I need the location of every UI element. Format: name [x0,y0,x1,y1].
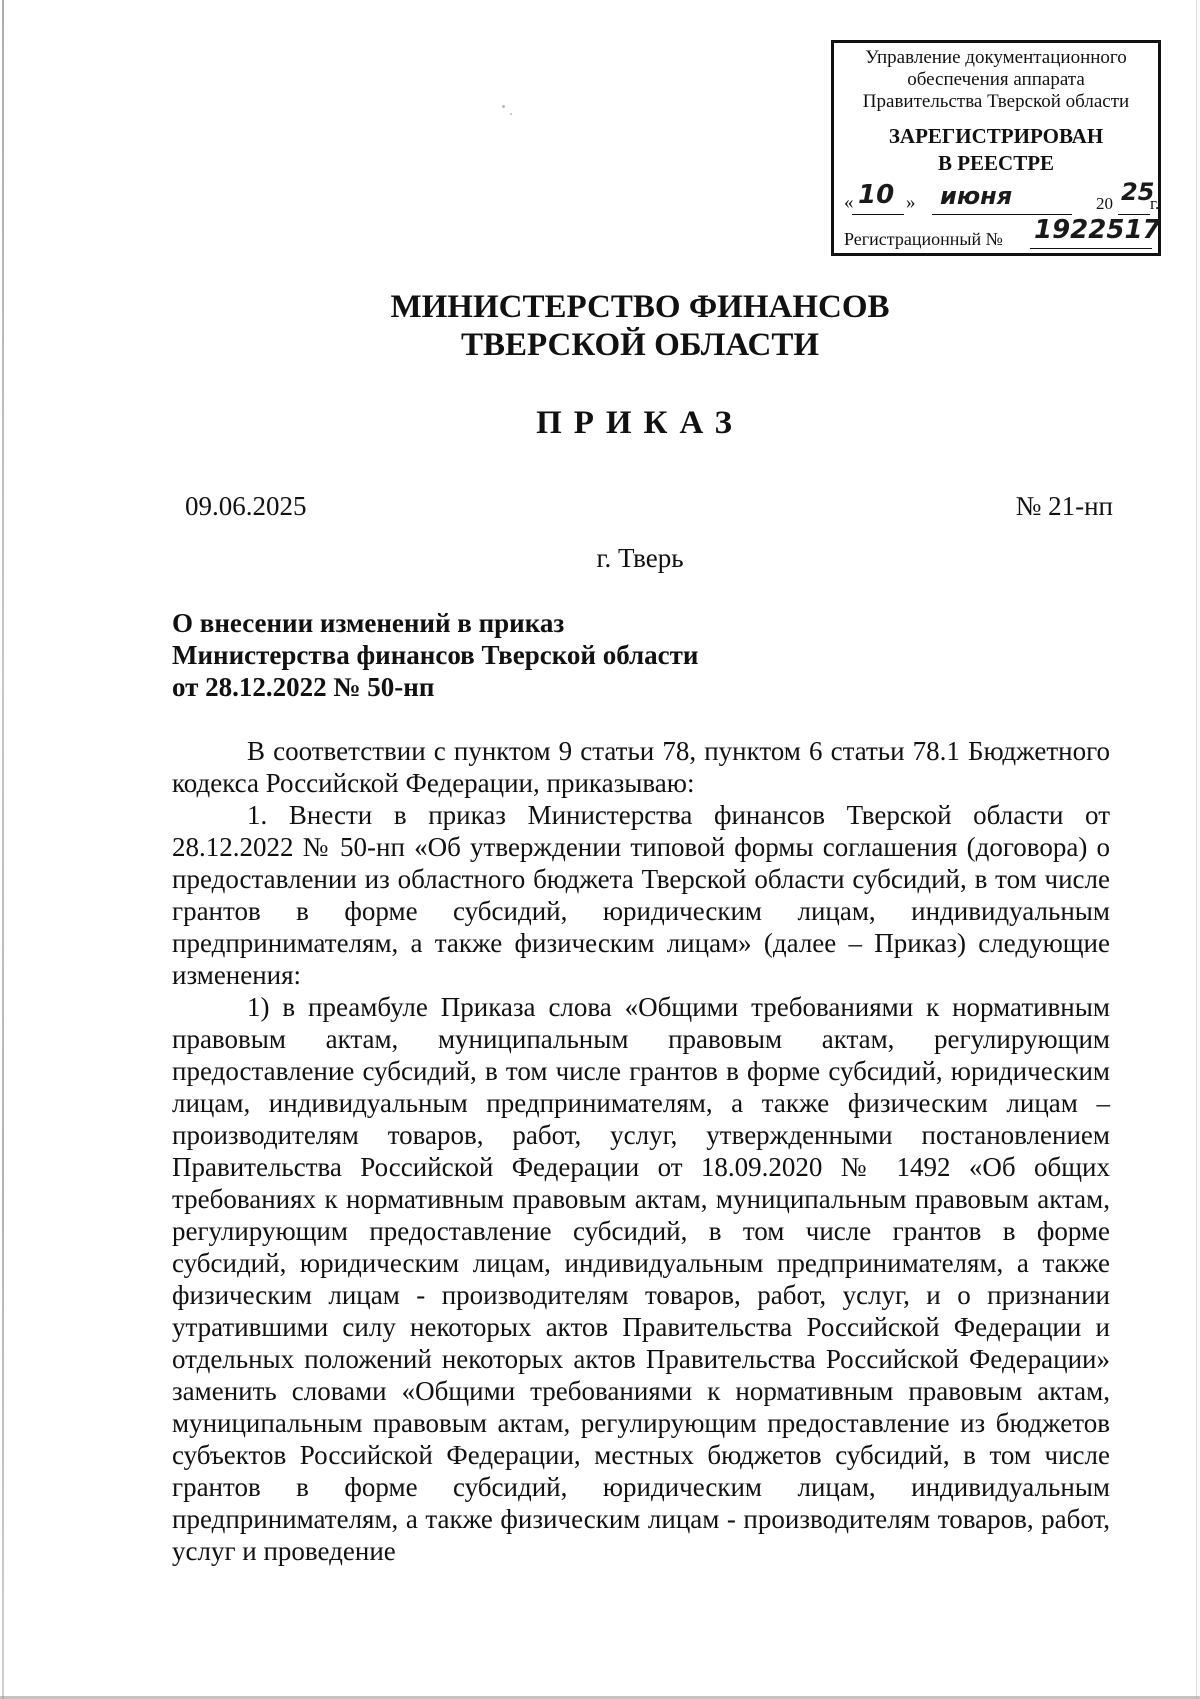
stamp-quote-open: « [844,192,854,213]
stamp-registered-line-2: В РЕЕСТРЕ [937,151,1055,175]
ministry-heading-line-2: ТВЕРСКОЙ ОБЛАСТИ [460,327,820,363]
stamp-regnum-underline [1030,248,1152,249]
order-date: 09.06.2025 [185,491,307,521]
stamp-year-prefix: 20 [1096,194,1113,213]
scan-edge-right [1196,0,1197,1699]
body-paragraph-subitem-1: 1) в преамбуле Приказа слова «Общими требованиями к нормативным правовым актам, муниципальным правовым актам, регулирующим предоставление субсидий, в том числе грантов в форме субсидий, юридическим лицам, индивидуальным предпринимателям, а также физическим лицам – производителям товаров, работ, услуг, утвержденными постановлением Правительства Российской Федерации от 18.09.2020 № 1492 «Об общих требованиях к нормативным правовым актам, муниципальным правовым актам, регулирующим предоставление субсидий, в том числе грантов в форме субсидий, юридическим лицам, индивидуальным предпринимателям, а также физическим лицам - производителям товаров, работ, услуг, и о признании утратившими силу некоторых актов Правительства Российской Федерации и отдельных положений некоторых актов Правительства Российской Федерации» заменить словами «Общими требованиями к нормативным правовым актам, муниципальным правовым актам, регулирующим предоставление из бюджетов субъектов Российской Федерации, местных бюджетов субсидий, в том числе грантов в форме субсидий, юридическим лицам, индивидуальным предпринимателям, а также физическим лицам - производителям товаров, работ, услуг и проведение [172,992,1110,1566]
scan-speck [502,105,505,108]
registration-stamp [831,40,1161,256]
stamp-regnum-row [844,215,1161,253]
stamp-org-line-3: Правительства Тверской области [862,91,1130,112]
stamp-org-line-2: обеспечения аппарата [907,69,1085,90]
ministry-heading-line-1: МИНИСТЕРСТВО ФИНАНСОВ [390,289,890,325]
order-number: № 21-нп [1015,491,1113,521]
stamp-handwritten-year: 25 [1121,178,1155,206]
stamp-org-line-1: Управление документационного [865,47,1127,68]
stamp-day-underline [852,214,904,215]
order-title: ПРИКАЗ [536,405,744,441]
subject-line-2: Министерства финансов Тверской области [172,640,699,670]
stamp-handwritten-regnum: 1922517 [1034,215,1161,245]
scan-edge-left [2,0,4,1699]
stamp-regnum-label: Регистрационный № [844,229,1003,249]
subject-line-3: от 28.12.2022 № 50-нп [172,672,435,702]
order-body [172,735,1110,1567]
subject-line-1: О внесении изменений в приказ [172,608,565,638]
ministry-heading [200,288,1080,364]
stamp-handwritten-month: июня [940,182,1013,210]
order-city: г. Тверь [596,543,684,573]
stamp-quote-close: » [906,192,916,213]
stamp-year-unit: г. [1150,194,1160,213]
body-paragraph-preamble: В соответствии с пунктом 9 статьи 78, пунктом 6 статьи 78.1 Бюджетного кодекса Российской Федерации, приказываю: [172,736,1110,798]
stamp-handwritten-day: 10 [858,180,895,210]
stamp-registered-line-1: ЗАРЕГИСТРИРОВАН [888,124,1104,148]
scan-speck [510,113,512,115]
order-subject [172,607,699,703]
body-paragraph-item-1: 1. Внести в приказ Министерства финансов Тверской области от 28.12.2022 № 50-нп «Об утверждении типовой формы соглашения (договора) о предоставлении из областного бюджета Тверской области субсидий, в том числе грантов в форме субсидий, юридическим лицам, индивидуальным предпринимателям, а также физическим лицам» (далее – Приказ) следующие изменения: [172,800,1110,990]
